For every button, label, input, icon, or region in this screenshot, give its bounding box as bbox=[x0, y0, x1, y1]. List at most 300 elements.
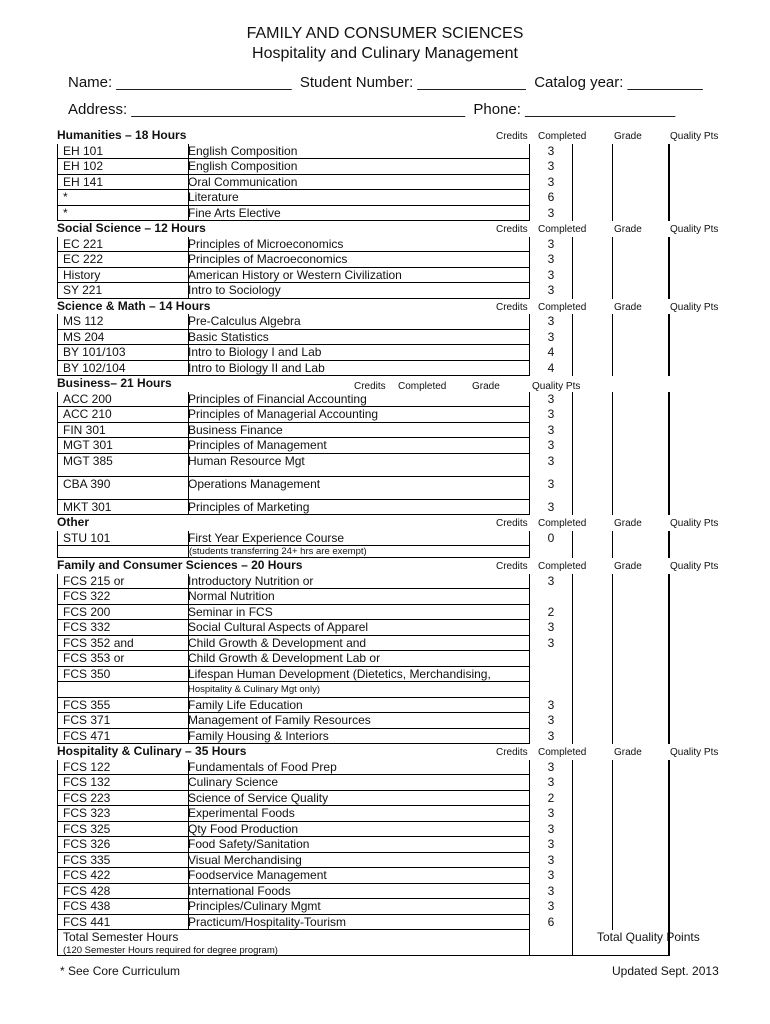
course-title-cell bbox=[188, 237, 529, 253]
credits-value: 3 bbox=[547, 573, 555, 588]
credits-value: 3 bbox=[547, 267, 555, 282]
credits-cell bbox=[529, 345, 572, 361]
table-row bbox=[56, 531, 726, 547]
credits-cell bbox=[529, 791, 572, 807]
grade-cell[interactable] bbox=[612, 682, 613, 698]
course-title: Child Growth & Development and bbox=[188, 635, 367, 650]
column-header-completed: Completed bbox=[538, 301, 587, 313]
total-hours-cell bbox=[57, 930, 529, 956]
grade-cell[interactable] bbox=[612, 546, 613, 558]
table-row bbox=[56, 899, 726, 915]
total-credits-cell[interactable] bbox=[529, 930, 572, 956]
course-title-cell bbox=[188, 760, 529, 776]
course-title-cell bbox=[188, 822, 529, 838]
course-title-cell bbox=[188, 698, 529, 714]
grade-cell[interactable] bbox=[612, 868, 613, 884]
grade-cell[interactable] bbox=[612, 605, 613, 621]
completed-cell[interactable] bbox=[572, 574, 573, 590]
course-code: SY 221 bbox=[63, 283, 103, 297]
grade-cell[interactable] bbox=[612, 237, 613, 253]
grade-cell[interactable] bbox=[612, 477, 613, 500]
table-row bbox=[56, 915, 726, 931]
completed-cell[interactable] bbox=[572, 698, 573, 714]
column-header-quality: Quality Pts bbox=[670, 224, 719, 235]
course-title-cell bbox=[188, 574, 529, 590]
quality-pts-cell[interactable] bbox=[668, 454, 670, 477]
course-title-cell bbox=[188, 477, 529, 500]
quality-pts-cell[interactable] bbox=[668, 775, 670, 791]
grade-cell[interactable] bbox=[612, 915, 613, 931]
course-title: Hospitality & Culinary Mgt only) bbox=[188, 684, 320, 695]
quality-pts-cell[interactable] bbox=[668, 159, 670, 175]
grade-cell[interactable] bbox=[612, 454, 613, 477]
credits-value: 3 bbox=[547, 883, 555, 898]
completed-cell[interactable] bbox=[572, 915, 573, 931]
section-title: Other bbox=[57, 515, 90, 529]
completed-cell[interactable] bbox=[572, 283, 573, 299]
credits-cell bbox=[529, 144, 572, 160]
grade-cell[interactable] bbox=[612, 651, 613, 667]
quality-pts-cell[interactable] bbox=[668, 345, 670, 361]
course-code-cell bbox=[57, 806, 188, 822]
table-row bbox=[56, 159, 726, 175]
course-title-cell bbox=[188, 423, 529, 439]
course-code-cell bbox=[57, 237, 188, 253]
grade-cell[interactable] bbox=[612, 760, 613, 776]
course-code: FCS 132 bbox=[63, 775, 111, 789]
completed-cell[interactable] bbox=[572, 477, 573, 500]
course-code-cell bbox=[57, 531, 188, 547]
course-title-cell bbox=[188, 314, 529, 330]
table-row bbox=[56, 190, 726, 206]
completed-cell[interactable] bbox=[572, 361, 573, 377]
grade-cell[interactable] bbox=[612, 438, 613, 454]
course-code-cell bbox=[57, 454, 188, 477]
table-row bbox=[56, 713, 726, 729]
grade-cell[interactable] bbox=[612, 620, 613, 636]
completed-cell[interactable] bbox=[572, 268, 573, 284]
course-code-cell bbox=[57, 392, 188, 408]
completed-cell[interactable] bbox=[572, 605, 573, 621]
quality-pts-cell[interactable] bbox=[668, 361, 670, 377]
quality-pts-cell[interactable] bbox=[668, 407, 670, 423]
completed-cell[interactable] bbox=[572, 500, 573, 516]
credits-value: 3 bbox=[547, 697, 555, 712]
credits-cell bbox=[529, 775, 572, 791]
grade-cell[interactable] bbox=[612, 423, 613, 439]
credits-cell bbox=[529, 237, 572, 253]
course-title: Family Life Education bbox=[188, 697, 303, 712]
credits-value: 3 bbox=[547, 806, 555, 820]
grade-cell[interactable] bbox=[612, 252, 613, 268]
quality-pts-cell[interactable] bbox=[668, 392, 670, 408]
course-code: FCS 353 or bbox=[63, 651, 125, 665]
total-hours-label: Total Semester Hours bbox=[63, 930, 179, 944]
grade-cell[interactable] bbox=[612, 853, 613, 869]
course-code: FCS 438 bbox=[63, 899, 111, 913]
updated-date: Updated Sept. 2013 bbox=[612, 964, 719, 978]
section-header bbox=[56, 376, 726, 392]
table-row bbox=[56, 345, 726, 361]
credits-value: 2 bbox=[547, 604, 555, 619]
completed-cell[interactable] bbox=[572, 345, 573, 361]
course-code-cell bbox=[57, 884, 188, 900]
column-header-completed: Completed bbox=[538, 747, 587, 758]
quality-pts-cell[interactable] bbox=[668, 868, 670, 884]
quality-pts-cell[interactable] bbox=[668, 729, 670, 745]
credits-value: 3 bbox=[547, 759, 555, 774]
quality-pts-cell[interactable] bbox=[668, 589, 670, 605]
completed-cell[interactable] bbox=[572, 713, 573, 729]
credits-value: 3 bbox=[547, 868, 555, 882]
completed-cell[interactable] bbox=[572, 546, 573, 558]
course-title: International Foods bbox=[188, 883, 291, 898]
course-title-cell bbox=[188, 345, 529, 361]
completed-cell[interactable] bbox=[572, 423, 573, 439]
course-title: Principles/Culinary Mgmt bbox=[188, 899, 321, 913]
course-title: Intro to Biology II and Lab bbox=[188, 360, 325, 375]
credits-value: 3 bbox=[547, 821, 555, 836]
course-code: FCS 323 bbox=[63, 806, 111, 820]
credits-value: 3 bbox=[547, 391, 555, 406]
quality-pts-cell[interactable] bbox=[668, 620, 670, 636]
credits-cell bbox=[529, 314, 572, 330]
table-row bbox=[56, 620, 726, 636]
course-title-cell bbox=[188, 667, 529, 683]
grade-cell[interactable] bbox=[612, 330, 613, 346]
course-code: FIN 301 bbox=[63, 422, 106, 437]
course-title-cell bbox=[188, 330, 529, 346]
name-line[interactable]: Name: _____________________ Student Number: _____________ Catalog year: _________ bbox=[68, 74, 703, 91]
course-title: Operations Management bbox=[188, 476, 321, 491]
grade-cell[interactable] bbox=[612, 775, 613, 791]
section-title: Science & Math – 14 Hours bbox=[57, 298, 211, 313]
grade-cell[interactable] bbox=[612, 806, 613, 822]
section-title: Social Science – 12 Hours bbox=[57, 221, 206, 235]
grade-cell[interactable] bbox=[612, 791, 613, 807]
completed-cell[interactable] bbox=[572, 636, 573, 652]
course-code-cell bbox=[57, 546, 188, 558]
course-title: Seminar in FCS bbox=[188, 604, 273, 619]
course-code: EH 101 bbox=[63, 143, 104, 158]
completed-cell[interactable] bbox=[572, 884, 573, 900]
quality-pts-cell[interactable] bbox=[668, 330, 670, 346]
completed-cell[interactable] bbox=[572, 438, 573, 454]
section-title: Family and Consumer Sciences – 20 Hours bbox=[57, 558, 303, 572]
completed-cell[interactable] bbox=[572, 159, 573, 175]
completed-cell[interactable] bbox=[572, 392, 573, 408]
quality-pts-cell[interactable] bbox=[668, 713, 670, 729]
completed-cell[interactable] bbox=[572, 853, 573, 869]
course-code-cell bbox=[57, 682, 188, 698]
quality-pts-cell[interactable] bbox=[668, 477, 670, 500]
completed-cell[interactable] bbox=[572, 822, 573, 838]
course-title-cell bbox=[188, 853, 529, 869]
credits-cell bbox=[529, 636, 572, 652]
total-quality-cell bbox=[572, 930, 700, 956]
course-code: FCS 322 bbox=[63, 589, 111, 603]
completed-cell[interactable] bbox=[572, 620, 573, 636]
column-header-grade: Grade bbox=[614, 747, 642, 758]
completed-cell[interactable] bbox=[572, 837, 573, 853]
course-code-cell bbox=[57, 345, 188, 361]
credits-cell bbox=[529, 713, 572, 729]
completed-cell[interactable] bbox=[572, 775, 573, 791]
table-row bbox=[56, 454, 726, 477]
course-title-cell bbox=[188, 884, 529, 900]
table-row bbox=[56, 636, 726, 652]
quality-pts-cell[interactable] bbox=[668, 190, 670, 206]
course-title-cell bbox=[188, 868, 529, 884]
quality-pts-cell[interactable] bbox=[668, 636, 670, 652]
quality-pts-cell[interactable] bbox=[668, 531, 670, 547]
credits-cell bbox=[529, 454, 572, 477]
completed-cell[interactable] bbox=[572, 791, 573, 807]
grade-cell[interactable] bbox=[612, 531, 613, 547]
course-title-cell bbox=[188, 620, 529, 636]
course-code-cell bbox=[57, 159, 188, 175]
grade-cell[interactable] bbox=[612, 589, 613, 605]
course-code: FCS 326 bbox=[63, 837, 111, 851]
grade-cell[interactable] bbox=[612, 175, 613, 191]
grade-cell[interactable] bbox=[612, 698, 613, 714]
quality-pts-cell[interactable] bbox=[668, 283, 670, 299]
course-code: EH 102 bbox=[63, 159, 104, 173]
course-code: MS 112 bbox=[63, 314, 104, 328]
grade-cell[interactable] bbox=[612, 729, 613, 745]
form-title: FAMILY AND CONSUMER SCIENCES bbox=[246, 25, 524, 42]
completed-cell[interactable] bbox=[572, 868, 573, 884]
completed-cell[interactable] bbox=[572, 206, 573, 222]
grade-cell[interactable] bbox=[612, 407, 613, 423]
quality-pts-cell[interactable] bbox=[668, 884, 670, 900]
total-quality-value-cell[interactable] bbox=[668, 930, 670, 956]
credits-cell bbox=[529, 477, 572, 500]
credits-cell bbox=[529, 574, 572, 590]
quality-pts-cell[interactable] bbox=[668, 667, 670, 683]
quality-pts-cell[interactable] bbox=[668, 806, 670, 822]
course-code-cell bbox=[57, 283, 188, 299]
quality-pts-cell[interactable] bbox=[668, 822, 670, 838]
credits-value: 3 bbox=[547, 775, 555, 789]
course-code: EH 141 bbox=[63, 174, 104, 189]
credits-value: 3 bbox=[547, 476, 555, 491]
grade-cell[interactable] bbox=[612, 713, 613, 729]
course-title: Principles of Microeconomics bbox=[188, 236, 344, 251]
course-code: EC 221 bbox=[63, 236, 104, 251]
grade-cell[interactable] bbox=[612, 159, 613, 175]
course-title-cell bbox=[188, 899, 529, 915]
table-row bbox=[56, 806, 726, 822]
address-line[interactable]: Address: ________________________________________ Phone: __________________ bbox=[68, 101, 676, 118]
quality-pts-cell[interactable] bbox=[668, 314, 670, 330]
completed-cell[interactable] bbox=[572, 667, 573, 683]
table-row bbox=[56, 667, 726, 683]
course-code-cell bbox=[57, 252, 188, 268]
grade-cell[interactable] bbox=[612, 667, 613, 683]
course-title-cell bbox=[188, 438, 529, 454]
column-header-credits: Credits bbox=[496, 561, 528, 572]
table-row bbox=[56, 837, 726, 853]
course-title-cell bbox=[188, 682, 529, 698]
credits-cell bbox=[529, 268, 572, 284]
course-code-cell bbox=[57, 500, 188, 516]
course-title-cell bbox=[188, 159, 529, 175]
course-title-cell bbox=[188, 206, 529, 222]
quality-pts-cell[interactable] bbox=[668, 438, 670, 454]
completed-cell[interactable] bbox=[572, 330, 573, 346]
course-code: FCS 122 bbox=[63, 759, 111, 774]
quality-pts-cell[interactable] bbox=[668, 144, 670, 160]
course-code-cell bbox=[57, 605, 188, 621]
quality-pts-cell[interactable] bbox=[668, 237, 670, 253]
totals-row bbox=[56, 930, 726, 956]
column-header-completed: Completed bbox=[538, 224, 587, 235]
completed-cell[interactable] bbox=[572, 589, 573, 605]
quality-pts-cell[interactable] bbox=[668, 698, 670, 714]
grade-cell[interactable] bbox=[612, 283, 613, 299]
grade-cell[interactable] bbox=[612, 574, 613, 590]
grade-cell[interactable] bbox=[612, 144, 613, 160]
course-title: First Year Experience Course bbox=[188, 530, 345, 545]
credits-value: 3 bbox=[547, 713, 555, 727]
credits-value: 0 bbox=[547, 530, 555, 545]
completed-cell[interactable] bbox=[572, 729, 573, 745]
total-quality-label: Total Quality Points bbox=[597, 930, 700, 944]
grade-cell[interactable] bbox=[612, 345, 613, 361]
course-title-cell bbox=[188, 546, 529, 558]
course-code-cell bbox=[57, 636, 188, 652]
quality-pts-cell[interactable] bbox=[668, 605, 670, 621]
completed-cell[interactable] bbox=[572, 651, 573, 667]
completed-cell[interactable] bbox=[572, 237, 573, 253]
course-code-cell bbox=[57, 915, 188, 931]
completed-cell[interactable] bbox=[572, 531, 573, 547]
column-header-quality: Quality Pts bbox=[670, 518, 719, 529]
quality-pts-cell[interactable] bbox=[668, 500, 670, 516]
course-code-cell bbox=[57, 620, 188, 636]
completed-cell[interactable] bbox=[572, 175, 573, 191]
course-code-cell bbox=[57, 477, 188, 500]
completed-cell[interactable] bbox=[572, 407, 573, 423]
grade-cell[interactable] bbox=[612, 884, 613, 900]
quality-pts-cell[interactable] bbox=[668, 899, 670, 915]
course-code: FCS 371 bbox=[63, 713, 111, 727]
course-code-cell bbox=[57, 574, 188, 590]
course-title: Lifespan Human Development (Dietetics, Merchandising, bbox=[188, 666, 491, 681]
course-code-cell bbox=[57, 791, 188, 807]
section-header bbox=[56, 558, 726, 574]
credits-cell bbox=[529, 589, 572, 605]
quality-pts-cell[interactable] bbox=[668, 546, 670, 558]
grade-cell[interactable] bbox=[612, 899, 613, 915]
quality-pts-cell[interactable] bbox=[668, 837, 670, 853]
quality-pts-cell[interactable] bbox=[668, 651, 670, 667]
table-row bbox=[56, 605, 726, 621]
grade-cell[interactable] bbox=[612, 822, 613, 838]
credits-cell bbox=[529, 361, 572, 377]
completed-cell[interactable] bbox=[572, 682, 573, 698]
course-title: Literature bbox=[188, 190, 239, 204]
grade-cell[interactable] bbox=[612, 392, 613, 408]
grade-cell[interactable] bbox=[612, 361, 613, 377]
course-title: Principles of Macroeconomics bbox=[188, 252, 348, 266]
quality-pts-cell[interactable] bbox=[668, 252, 670, 268]
credits-value: 3 bbox=[547, 329, 555, 344]
credits-value: 3 bbox=[547, 438, 555, 452]
quality-pts-cell[interactable] bbox=[668, 791, 670, 807]
quality-pts-cell[interactable] bbox=[668, 175, 670, 191]
completed-cell[interactable] bbox=[572, 454, 573, 477]
grade-cell[interactable] bbox=[612, 268, 613, 284]
credits-cell bbox=[529, 546, 572, 558]
credits-value: 3 bbox=[547, 159, 555, 173]
completed-cell[interactable] bbox=[572, 252, 573, 268]
course-code-cell bbox=[57, 423, 188, 439]
quality-pts-cell[interactable] bbox=[668, 760, 670, 776]
course-code: FCS 332 bbox=[63, 620, 111, 634]
column-header-grade: Grade bbox=[614, 131, 642, 142]
course-code: FCS 422 bbox=[63, 868, 111, 882]
table-row bbox=[56, 698, 726, 714]
completed-cell[interactable] bbox=[572, 899, 573, 915]
course-title: Visual Merchandising bbox=[188, 852, 302, 867]
completed-cell[interactable] bbox=[572, 314, 573, 330]
quality-pts-cell[interactable] bbox=[668, 574, 670, 590]
table-row bbox=[56, 791, 726, 807]
column-header-completed: Completed bbox=[538, 131, 587, 142]
course-code: FCS 350 bbox=[63, 666, 111, 681]
credits-cell bbox=[529, 915, 572, 931]
quality-pts-cell[interactable] bbox=[668, 682, 670, 698]
table-row bbox=[56, 853, 726, 869]
credits-cell bbox=[529, 899, 572, 915]
course-code-cell bbox=[57, 206, 188, 222]
column-header-completed: Completed bbox=[398, 381, 447, 392]
credits-value: 6 bbox=[547, 190, 555, 204]
completed-cell[interactable] bbox=[572, 760, 573, 776]
credits-value: 3 bbox=[547, 852, 555, 867]
credits-cell bbox=[529, 651, 572, 667]
grade-cell[interactable] bbox=[612, 314, 613, 330]
grade-cell[interactable] bbox=[612, 500, 613, 516]
quality-pts-cell[interactable] bbox=[668, 268, 670, 284]
quality-pts-cell[interactable] bbox=[668, 206, 670, 222]
course-code: FCS 355 bbox=[63, 697, 111, 712]
column-header-quality: Quality Pts bbox=[670, 301, 719, 313]
course-title: English Composition bbox=[188, 143, 298, 158]
table-row bbox=[56, 283, 726, 299]
table-row bbox=[56, 206, 726, 222]
grade-cell[interactable] bbox=[612, 636, 613, 652]
course-code-cell bbox=[57, 837, 188, 853]
completed-cell[interactable] bbox=[572, 806, 573, 822]
course-title: Normal Nutrition bbox=[188, 589, 275, 603]
completed-cell[interactable] bbox=[572, 144, 573, 160]
completed-cell[interactable] bbox=[572, 190, 573, 206]
table-row bbox=[56, 729, 726, 745]
quality-pts-cell[interactable] bbox=[668, 853, 670, 869]
credits-cell bbox=[529, 159, 572, 175]
course-title-cell bbox=[188, 500, 529, 516]
credits-value: 3 bbox=[547, 837, 555, 851]
quality-pts-cell[interactable] bbox=[668, 915, 670, 931]
grade-cell[interactable] bbox=[612, 837, 613, 853]
grade-cell[interactable] bbox=[612, 206, 613, 222]
quality-pts-cell[interactable] bbox=[668, 423, 670, 439]
grade-cell[interactable] bbox=[612, 190, 613, 206]
course-title: Human Resource Mgt bbox=[188, 453, 305, 468]
